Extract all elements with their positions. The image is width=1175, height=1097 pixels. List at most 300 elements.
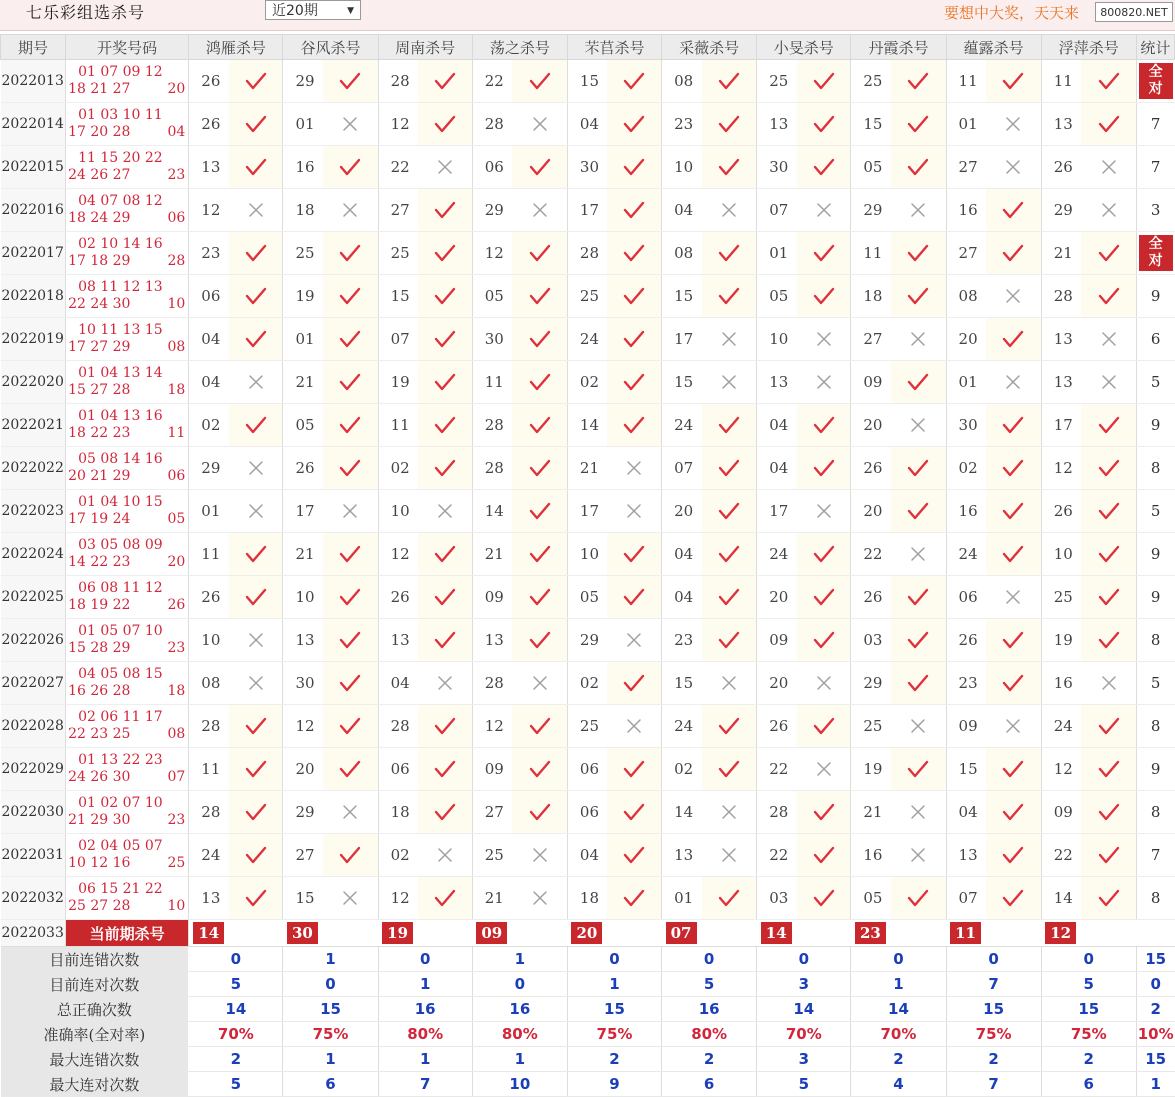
result-mark xyxy=(986,619,1041,662)
result-mark xyxy=(323,662,378,705)
draw-line-1: 01 05 07 10 xyxy=(78,623,163,639)
result-mark xyxy=(418,404,472,447)
draw-line-1: 06 08 11 12 xyxy=(78,580,163,596)
check-icon xyxy=(1081,114,1136,134)
draw-special-number: 08 xyxy=(167,726,186,742)
period-select[interactable] xyxy=(265,0,361,20)
table-row xyxy=(1,447,1175,490)
summary-value: 0 xyxy=(472,972,567,997)
kill-number: 13 xyxy=(283,619,323,662)
kill-number: 19 xyxy=(283,275,323,318)
result-mark xyxy=(891,705,946,748)
result-mark xyxy=(797,619,851,662)
check-icon xyxy=(702,888,757,908)
cross-icon xyxy=(891,417,946,433)
kill-number: 04 xyxy=(946,791,986,834)
table-row xyxy=(1,490,1175,533)
result-mark xyxy=(607,447,661,490)
result-mark xyxy=(607,146,661,189)
result-mark xyxy=(323,60,378,103)
check-icon xyxy=(229,802,283,822)
cross-icon xyxy=(229,202,283,218)
table-row xyxy=(1,146,1175,189)
summary-label: 最大连对次数 xyxy=(1,1072,189,1097)
check-icon xyxy=(512,501,567,521)
header-expert-7: 小旻杀号 xyxy=(757,35,851,60)
kill-number: 28 xyxy=(189,791,229,834)
cross-icon xyxy=(418,503,472,519)
check-icon xyxy=(607,286,661,306)
result-mark xyxy=(1081,232,1136,275)
draw-line-2 xyxy=(66,253,188,270)
check-icon xyxy=(1081,845,1136,865)
page-title: 七乐彩组选杀号 xyxy=(26,3,146,22)
draw-main-numbers: 17 19 24 xyxy=(68,511,131,527)
result-mark xyxy=(986,361,1041,404)
summary-value: 15 xyxy=(283,997,378,1022)
kill-number: 04 xyxy=(757,447,797,490)
kill-number: 07 xyxy=(757,189,797,232)
issue-number: 2022019 xyxy=(1,318,66,361)
check-icon xyxy=(512,372,567,392)
check-icon xyxy=(986,888,1041,908)
check-icon xyxy=(891,673,946,693)
result-mark xyxy=(702,361,757,404)
result-mark xyxy=(891,60,946,103)
issue-number: 2022029 xyxy=(1,748,66,791)
kill-number: 18 xyxy=(378,791,418,834)
kill-number: 23 xyxy=(662,103,702,146)
current-kill-badge: 14 xyxy=(193,922,224,944)
cross-icon xyxy=(891,331,946,347)
result-mark xyxy=(229,490,283,533)
check-icon xyxy=(323,845,378,865)
result-mark xyxy=(1081,490,1136,533)
current-stat-empty xyxy=(1136,920,1174,947)
kill-number: 11 xyxy=(851,232,891,275)
draw-line-2 xyxy=(66,511,188,528)
kill-number: 14 xyxy=(662,791,702,834)
result-mark xyxy=(607,361,661,404)
kill-number: 11 xyxy=(378,404,418,447)
check-icon xyxy=(891,587,946,607)
result-mark xyxy=(229,705,283,748)
table-row xyxy=(1,662,1175,705)
summary-value: 1 xyxy=(851,972,946,997)
result-mark xyxy=(702,791,757,834)
result-mark xyxy=(1081,748,1136,791)
summary-value: 1 xyxy=(283,947,378,972)
check-icon xyxy=(702,458,757,478)
cross-icon xyxy=(607,460,661,476)
cross-icon xyxy=(229,374,283,390)
kill-number: 06 xyxy=(567,791,607,834)
draw-line-2 xyxy=(66,726,188,743)
cross-icon xyxy=(323,202,378,218)
kill-number: 06 xyxy=(472,146,512,189)
header-expert-5: 芣苢杀号 xyxy=(567,35,661,60)
cross-icon xyxy=(891,202,946,218)
summary-value: 15 xyxy=(1041,997,1136,1022)
kill-number: 26 xyxy=(946,619,986,662)
draw-line-1: 10 11 13 15 xyxy=(78,322,163,338)
cross-icon xyxy=(702,331,757,347)
kill-number: 26 xyxy=(189,576,229,619)
check-icon xyxy=(986,329,1041,349)
kill-number: 17 xyxy=(567,189,607,232)
cross-icon xyxy=(797,761,851,777)
kill-number: 28 xyxy=(472,447,512,490)
check-icon xyxy=(229,759,283,779)
summary-value: 15 xyxy=(1136,1047,1174,1072)
summary-value: 5 xyxy=(1041,972,1136,997)
kill-number: 13 xyxy=(378,619,418,662)
summary-value: 80% xyxy=(378,1022,472,1047)
result-mark xyxy=(229,404,283,447)
table-row xyxy=(1,103,1175,146)
draw-line-1: 11 15 20 22 xyxy=(78,150,163,166)
check-icon xyxy=(512,458,567,478)
kill-number: 25 xyxy=(757,60,797,103)
result-mark xyxy=(986,103,1041,146)
result-mark xyxy=(986,275,1041,318)
summary-value: 9 xyxy=(567,1072,661,1097)
result-mark xyxy=(418,619,472,662)
kill-number: 24 xyxy=(946,533,986,576)
summary-value: 0 xyxy=(757,947,851,972)
check-icon xyxy=(1081,587,1136,607)
check-icon xyxy=(797,888,851,908)
kill-number: 14 xyxy=(1041,877,1081,920)
summary-value: 80% xyxy=(662,1022,757,1047)
check-icon xyxy=(1081,716,1136,736)
kill-number: 16 xyxy=(946,490,986,533)
check-icon xyxy=(986,71,1041,91)
issue-number: 2022016 xyxy=(1,189,66,232)
draw-main-numbers: 24 26 27 xyxy=(68,167,131,183)
check-icon xyxy=(1081,888,1136,908)
check-icon xyxy=(702,716,757,736)
result-mark xyxy=(797,361,851,404)
kill-number: 28 xyxy=(189,705,229,748)
all-right-char-2: 对 xyxy=(1148,81,1163,97)
result-mark xyxy=(607,834,661,877)
draw-numbers xyxy=(66,662,189,705)
draw-numbers xyxy=(66,60,189,103)
current-kill-cell xyxy=(189,920,283,947)
kill-number: 26 xyxy=(1041,490,1081,533)
draw-line-2 xyxy=(66,812,188,829)
draw-line-2 xyxy=(66,210,188,227)
summary-value: 10 xyxy=(472,1072,567,1097)
result-mark xyxy=(418,877,472,920)
kill-number: 05 xyxy=(757,275,797,318)
check-icon xyxy=(323,673,378,693)
kill-number: 13 xyxy=(472,619,512,662)
cross-icon xyxy=(323,890,378,906)
check-icon xyxy=(891,157,946,177)
check-icon xyxy=(512,630,567,650)
issue-number: 2022023 xyxy=(1,490,66,533)
result-mark xyxy=(229,877,283,920)
check-icon xyxy=(229,329,283,349)
draw-numbers xyxy=(66,146,189,189)
result-mark xyxy=(229,834,283,877)
kill-number: 21 xyxy=(567,447,607,490)
result-mark xyxy=(229,791,283,834)
summary-value: 4 xyxy=(851,1072,946,1097)
draw-line-2 xyxy=(66,339,188,356)
result-mark xyxy=(323,103,378,146)
kill-number: 12 xyxy=(472,232,512,275)
result-mark xyxy=(418,318,472,361)
result-mark xyxy=(512,404,567,447)
kill-number: 27 xyxy=(851,318,891,361)
summary-value: 6 xyxy=(662,1072,757,1097)
result-mark xyxy=(512,490,567,533)
kill-number: 25 xyxy=(567,705,607,748)
result-mark xyxy=(986,490,1041,533)
result-mark xyxy=(323,361,378,404)
result-mark xyxy=(418,533,472,576)
result-mark xyxy=(797,189,851,232)
result-mark xyxy=(797,490,851,533)
site-badge[interactable]: 800820.NET xyxy=(1095,2,1173,22)
summary-value: 7 xyxy=(946,1072,1041,1097)
draw-special-number: 07 xyxy=(167,769,186,785)
kill-number: 07 xyxy=(378,318,418,361)
cross-icon xyxy=(1081,675,1136,691)
check-icon xyxy=(607,200,661,220)
check-icon xyxy=(891,243,946,263)
kill-number: 01 xyxy=(662,877,702,920)
summary-value: 1 xyxy=(472,1047,567,1072)
kill-number: 24 xyxy=(757,533,797,576)
draw-main-numbers: 15 28 29 xyxy=(68,640,131,656)
result-mark xyxy=(512,533,567,576)
issue-number: 2022020 xyxy=(1,361,66,404)
draw-line-1: 04 05 08 15 xyxy=(78,666,163,682)
kill-number: 22 xyxy=(757,748,797,791)
result-mark xyxy=(512,748,567,791)
result-mark xyxy=(607,103,661,146)
check-icon xyxy=(323,544,378,564)
result-mark xyxy=(323,404,378,447)
kill-number: 21 xyxy=(851,791,891,834)
cross-icon xyxy=(418,847,472,863)
kill-number: 21 xyxy=(472,877,512,920)
kill-number: 21 xyxy=(1041,232,1081,275)
result-mark xyxy=(512,146,567,189)
result-mark xyxy=(229,447,283,490)
dropdown-arrow-icon: ▼ xyxy=(347,6,354,16)
check-icon xyxy=(323,286,378,306)
result-mark xyxy=(512,361,567,404)
check-icon xyxy=(418,372,472,392)
result-mark xyxy=(418,103,472,146)
result-mark xyxy=(986,576,1041,619)
marquee-text: 要想中大奖，天天来 xyxy=(944,4,1080,22)
cross-icon xyxy=(986,589,1041,605)
result-mark xyxy=(702,834,757,877)
result-mark xyxy=(512,60,567,103)
result-mark xyxy=(229,232,283,275)
kill-number: 25 xyxy=(472,834,512,877)
kill-number: 02 xyxy=(567,662,607,705)
period-select-value: 近20期 xyxy=(272,3,318,19)
kill-number: 10 xyxy=(567,533,607,576)
cross-icon xyxy=(229,503,283,519)
kill-number: 05 xyxy=(851,146,891,189)
check-icon xyxy=(986,243,1041,263)
result-mark xyxy=(702,404,757,447)
result-mark xyxy=(986,60,1041,103)
draw-special-number: 06 xyxy=(167,468,186,484)
table-row xyxy=(1,705,1175,748)
hit-count: 9 xyxy=(1136,576,1174,619)
result-mark xyxy=(418,490,472,533)
result-mark xyxy=(607,404,661,447)
cross-icon xyxy=(229,632,283,648)
result-mark xyxy=(229,103,283,146)
check-icon xyxy=(797,845,851,865)
result-mark xyxy=(323,490,378,533)
kill-number: 22 xyxy=(472,60,512,103)
summary-value: 3 xyxy=(757,1047,851,1072)
summary-value: 14 xyxy=(757,997,851,1022)
kill-number: 11 xyxy=(1041,60,1081,103)
current-kill-badge: 14 xyxy=(761,922,792,944)
kill-number: 04 xyxy=(189,318,229,361)
summary-value: 7 xyxy=(946,972,1041,997)
kill-number: 11 xyxy=(189,748,229,791)
kill-number: 12 xyxy=(189,189,229,232)
cross-icon xyxy=(512,890,567,906)
check-icon xyxy=(1081,286,1136,306)
summary-value: 10% xyxy=(1136,1022,1174,1047)
result-mark xyxy=(1081,834,1136,877)
result-mark xyxy=(891,103,946,146)
result-mark xyxy=(418,60,472,103)
check-icon xyxy=(986,458,1041,478)
summary-value: 1 xyxy=(283,1047,378,1072)
result-mark xyxy=(1081,275,1136,318)
result-mark xyxy=(229,533,283,576)
kill-number: 25 xyxy=(378,232,418,275)
result-mark xyxy=(323,146,378,189)
draw-line-2 xyxy=(66,898,188,915)
result-mark xyxy=(323,232,378,275)
check-icon xyxy=(607,587,661,607)
result-mark xyxy=(607,318,661,361)
summary-value: 5 xyxy=(189,972,283,997)
check-icon xyxy=(512,157,567,177)
result-mark xyxy=(986,877,1041,920)
draw-main-numbers: 25 27 28 xyxy=(68,898,131,914)
kill-number: 27 xyxy=(378,189,418,232)
kill-number: 13 xyxy=(946,834,986,877)
cross-icon xyxy=(891,718,946,734)
result-mark xyxy=(229,189,283,232)
result-mark xyxy=(418,662,472,705)
check-icon xyxy=(229,243,283,263)
kill-number: 13 xyxy=(757,103,797,146)
summary-value: 70% xyxy=(851,1022,946,1047)
draw-line-1: 02 06 11 17 xyxy=(78,709,163,725)
draw-line-1: 01 13 22 23 xyxy=(78,752,163,768)
kill-number: 01 xyxy=(189,490,229,533)
kill-number: 17 xyxy=(1041,404,1081,447)
result-mark xyxy=(702,748,757,791)
result-mark xyxy=(323,748,378,791)
result-mark xyxy=(512,662,567,705)
table-row xyxy=(1,361,1175,404)
kill-number: 04 xyxy=(567,103,607,146)
draw-line-1: 03 05 08 09 xyxy=(78,537,163,553)
draw-numbers xyxy=(66,576,189,619)
result-mark xyxy=(323,619,378,662)
cross-icon xyxy=(986,159,1041,175)
result-mark xyxy=(797,748,851,791)
kill-number: 28 xyxy=(472,103,512,146)
result-mark xyxy=(702,60,757,103)
cross-icon xyxy=(418,675,472,691)
cross-icon xyxy=(702,847,757,863)
draw-line-2 xyxy=(66,597,188,614)
result-mark xyxy=(891,662,946,705)
result-mark xyxy=(986,146,1041,189)
hit-count: 9 xyxy=(1136,275,1174,318)
kill-number: 02 xyxy=(378,834,418,877)
kill-number: 20 xyxy=(283,748,323,791)
kill-number: 25 xyxy=(1041,576,1081,619)
result-mark xyxy=(607,662,661,705)
summary-value: 0 xyxy=(378,947,472,972)
check-icon xyxy=(512,716,567,736)
summary-value: 2 xyxy=(567,1047,661,1072)
check-icon xyxy=(418,802,472,822)
cross-icon xyxy=(607,632,661,648)
summary-label: 目前连错次数 xyxy=(1,947,189,972)
result-mark xyxy=(702,232,757,275)
kill-number: 26 xyxy=(851,447,891,490)
kill-number: 21 xyxy=(283,361,323,404)
kill-number: 11 xyxy=(472,361,512,404)
issue-number: 2022014 xyxy=(1,103,66,146)
cross-icon xyxy=(797,374,851,390)
issue-number: 2022024 xyxy=(1,533,66,576)
current-kill-cell xyxy=(567,920,661,947)
result-mark xyxy=(512,447,567,490)
check-icon xyxy=(323,71,378,91)
hit-count: 5 xyxy=(1136,662,1174,705)
result-mark xyxy=(512,103,567,146)
kill-number: 27 xyxy=(472,791,512,834)
kill-number: 06 xyxy=(946,576,986,619)
check-icon xyxy=(229,157,283,177)
draw-main-numbers: 10 12 16 xyxy=(68,855,131,871)
kill-number: 16 xyxy=(851,834,891,877)
kill-number: 12 xyxy=(472,705,512,748)
check-icon xyxy=(797,716,851,736)
summary-row xyxy=(1,947,1175,972)
result-mark xyxy=(986,447,1041,490)
result-mark xyxy=(607,60,661,103)
result-mark xyxy=(797,834,851,877)
table-row xyxy=(1,877,1175,920)
check-icon xyxy=(797,71,851,91)
result-mark xyxy=(512,318,567,361)
